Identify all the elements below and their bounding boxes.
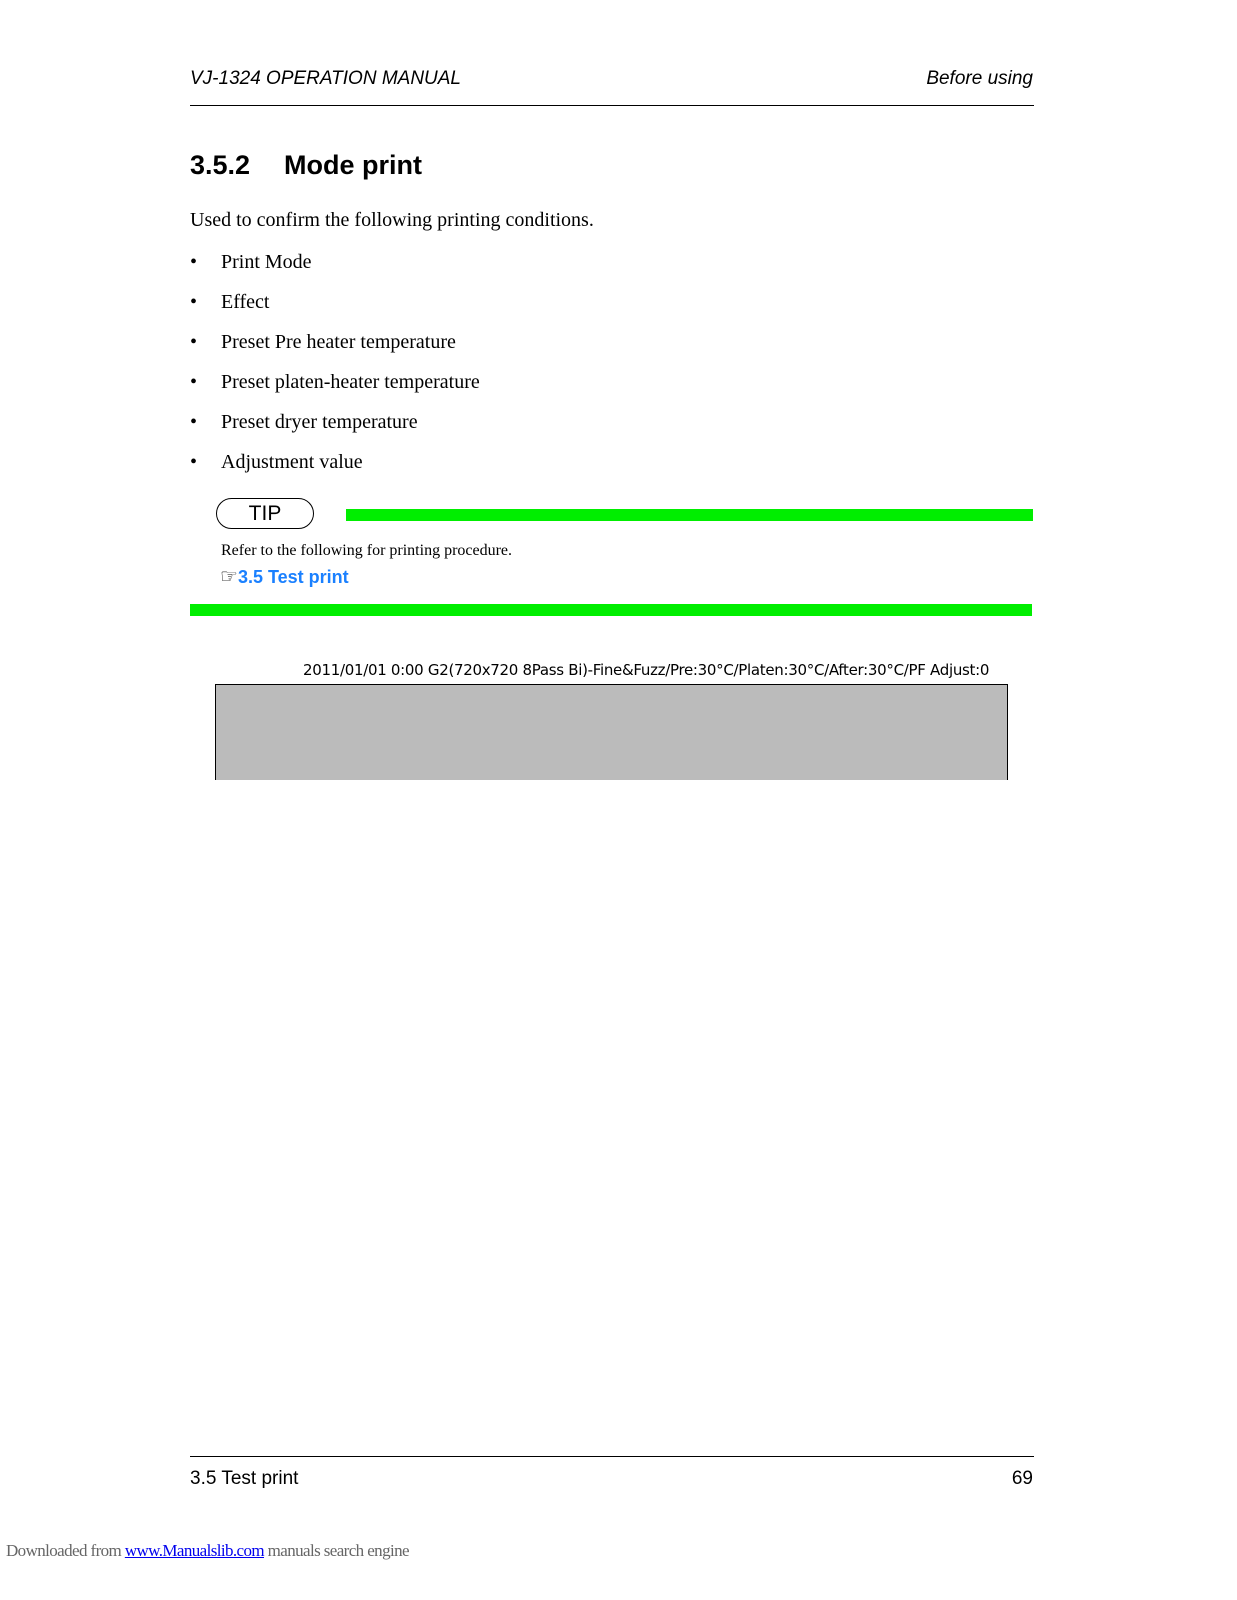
mode-print-caption: 2011/01/01 0:00 G2(720x720 8Pass Bi)-Fine&Fuzz/Pre:30°C/Platen:30°C/After:30°C/PF Adjust:0	[303, 661, 990, 679]
bullet-marker: •	[190, 371, 198, 393]
conditions-list	[190, 249, 480, 489]
list-item-text: Preset platen-heater temperature	[221, 371, 480, 393]
list-item	[190, 329, 480, 369]
tip-top-bar	[346, 509, 1033, 521]
pointing-hand-icon: ☞	[220, 566, 238, 588]
section-number: 3.5.2	[190, 150, 251, 180]
test-print-link-text[interactable]: 3.5 Test print	[237, 567, 349, 587]
tip-text: Refer to the following for printing procedure.	[221, 542, 513, 559]
download-notice	[6, 1541, 409, 1561]
bullet-marker: •	[190, 291, 198, 313]
test-print-link[interactable]	[220, 564, 349, 589]
list-item-text: Adjustment value	[221, 451, 363, 473]
section-heading	[190, 150, 422, 181]
bullet-marker: •	[190, 251, 198, 273]
header-chapter-title: Before using	[926, 68, 1033, 89]
download-prefix: Downloaded from	[6, 1541, 125, 1560]
section-title: Mode print	[284, 150, 422, 180]
list-item-text: Effect	[221, 291, 270, 313]
footer-section-title: 3.5 Test print	[190, 1468, 299, 1489]
bullet-marker: •	[190, 451, 198, 473]
list-item	[190, 409, 480, 449]
page-number: 69	[1011, 1468, 1033, 1489]
list-item	[190, 369, 480, 409]
list-item-text: Print Mode	[221, 251, 312, 273]
list-item	[190, 289, 480, 329]
download-suffix: manuals search engine	[264, 1541, 409, 1560]
manualslib-link[interactable]: www.Manualslib.com	[124, 1541, 265, 1560]
list-item	[190, 449, 480, 489]
tip-bottom-bar	[190, 604, 1032, 616]
bullet-marker: •	[190, 411, 198, 433]
header-manual-title: VJ-1324 OPERATION MANUAL	[190, 68, 462, 89]
list-item-text: Preset dryer temperature	[221, 411, 418, 433]
list-item-text: Preset Pre heater temperature	[221, 331, 456, 353]
footer-divider	[190, 1456, 1034, 1457]
intro-paragraph: Used to confirm the following printing conditions.	[190, 209, 594, 231]
tip-badge: TIP	[216, 498, 314, 529]
bullet-marker: •	[190, 331, 198, 353]
list-item	[190, 249, 480, 289]
mode-print-sample-image	[215, 684, 1008, 780]
header-divider	[190, 105, 1034, 106]
